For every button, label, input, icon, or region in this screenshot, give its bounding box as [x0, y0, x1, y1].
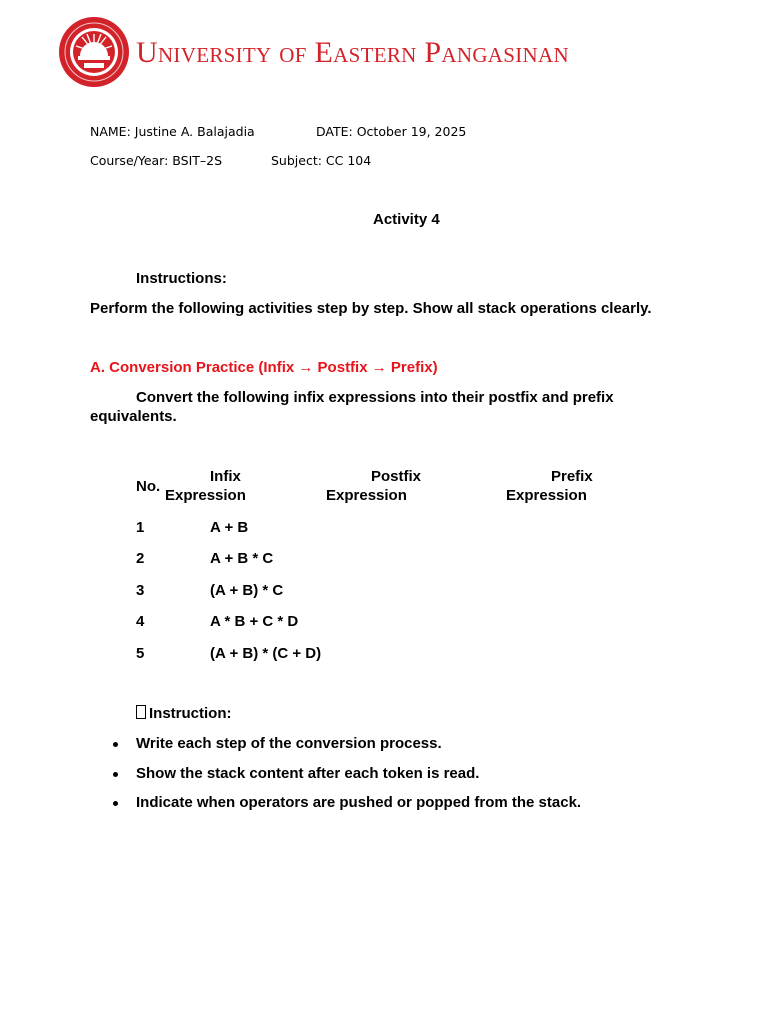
table-row-infix: A + B [210, 519, 249, 536]
university-seal-logo [58, 16, 130, 88]
table-row-number: 4 [136, 613, 145, 630]
section-a-heading: A. Conversion Practice (Infix → Postfix → Prefix) [90, 359, 438, 376]
column-header-postfix-line1: Postfix [371, 468, 422, 485]
table-row-infix: (A + B) * (C + D) [210, 645, 322, 662]
checkbox-icon [136, 705, 146, 719]
instruction-heading [136, 705, 232, 722]
table-row-number: 5 [136, 645, 145, 662]
student-name: NAME: Justine A. Balajadia [90, 124, 255, 139]
section-a-intro-line2: equivalents. [90, 408, 177, 425]
bullet-icon [113, 772, 118, 777]
course-year: Course/Year: BSIT–2S [90, 153, 223, 168]
table-row-infix: A + B * C [210, 550, 274, 567]
subject-field: Subject: CC 104 [271, 153, 372, 168]
table-row-infix: (A + B) * C [210, 582, 284, 599]
section-a-intro-line1: Convert the following infix expressions into their postfix and prefix [136, 389, 614, 406]
date-field: DATE: October 19, 2025 [316, 124, 467, 139]
column-header-prefix-line2: Expression [506, 487, 587, 504]
instruction-heading-label: Instruction: [149, 705, 232, 722]
page-title: Activity 4 [373, 211, 440, 228]
column-header-infix-line2: Expression [165, 487, 246, 504]
list-item: Indicate when operators are pushed or popped from the stack. [136, 794, 582, 811]
column-header-prefix-line1: Prefix [551, 468, 593, 485]
bullet-icon [113, 742, 118, 747]
list-item: Show the stack content after each token is read. [136, 765, 480, 782]
column-header-no: No. [136, 478, 161, 495]
column-header-infix-line1: Infix [210, 468, 241, 485]
bullet-icon [113, 801, 118, 806]
table-row-infix: A * B + C * D [210, 613, 299, 630]
instructions-text: Perform the following activities step by step. Show all stack operations clearly. [90, 300, 652, 317]
table-row-number: 3 [136, 582, 145, 599]
university-header [56, 14, 726, 90]
table-row-number: 1 [136, 519, 145, 536]
university-name: University of Eastern Pangasinan [136, 36, 569, 69]
column-header-postfix-line2: Expression [326, 487, 407, 504]
list-item: Write each step of the conversion process. [136, 735, 442, 752]
table-row-number: 2 [136, 550, 145, 567]
instructions-heading: Instructions: [136, 270, 227, 287]
